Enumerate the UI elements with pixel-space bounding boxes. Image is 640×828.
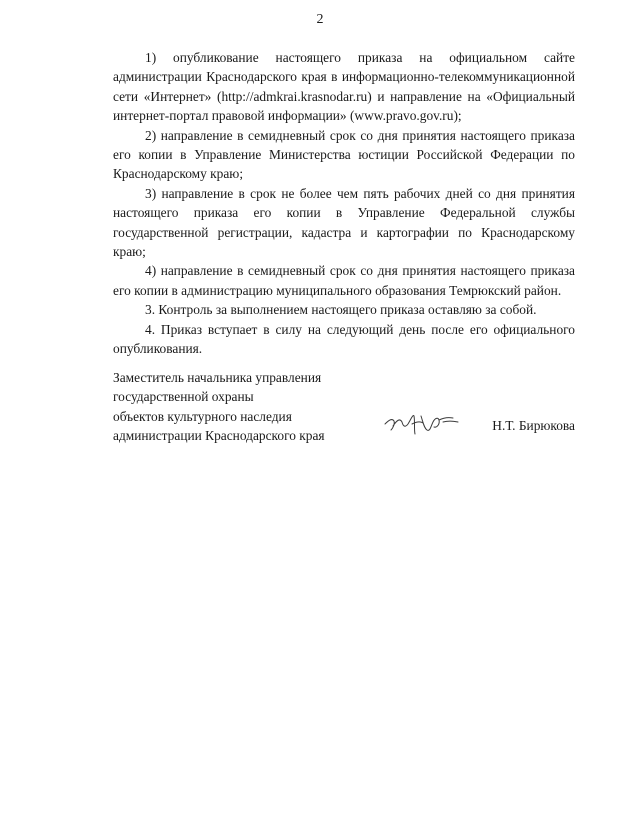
signature-block (113, 368, 575, 446)
signer-name: Н.Т. Бирюкова (492, 418, 575, 433)
page-number: 2 (316, 12, 324, 27)
signer-position-line: объектов культурного наследия (113, 408, 292, 424)
signer-position-line: Заместитель начальника управления (113, 370, 322, 385)
signer-position-line: государственной охраны (113, 389, 254, 405)
handwritten-signature-icon (383, 408, 461, 438)
paragraph-effective-date: 4. Приказ вступает в силу на следующий день после его официального опубликования. (113, 321, 575, 357)
paragraph-item-2-ministry-of-justice: 2) направление в семидневный срок со дня принятия настоящего приказа его копии в Управление Министерства юстиции Российской Федерации по Краснодарскому краю; (113, 127, 575, 182)
paragraph-control-clause: 3. Контроль за выполнением настоящего приказа оставляю за собой. (145, 302, 537, 318)
document-body (113, 48, 575, 359)
paragraph-item-4-municipality: 4) направление в семидневный срок со дня принятия настоящего приказа его копии в администрацию муниципального образования Темрюкский район. (113, 263, 575, 298)
paragraph-item-3-rosreestr: 3) направление в срок не более чем пять рабочих дней со дня принятия настоящего приказа его копии в Управление Федеральной службы государственной регистрации, кадастра и картографии по Краснодарскому краю; (113, 185, 575, 260)
paragraph-item-1-publication: 1) опубликование настоящего приказа на официальном сайте администрации Краснодарского края в информационно-телекоммуникационной сети «Интернет» (http://admkrai.krasnodar.ru) и направление на «Официальный интернет-портал правовой информации» (www.pravo.gov.ru); (113, 50, 575, 124)
signer-position-line: администрации Краснодарского края (113, 428, 325, 444)
